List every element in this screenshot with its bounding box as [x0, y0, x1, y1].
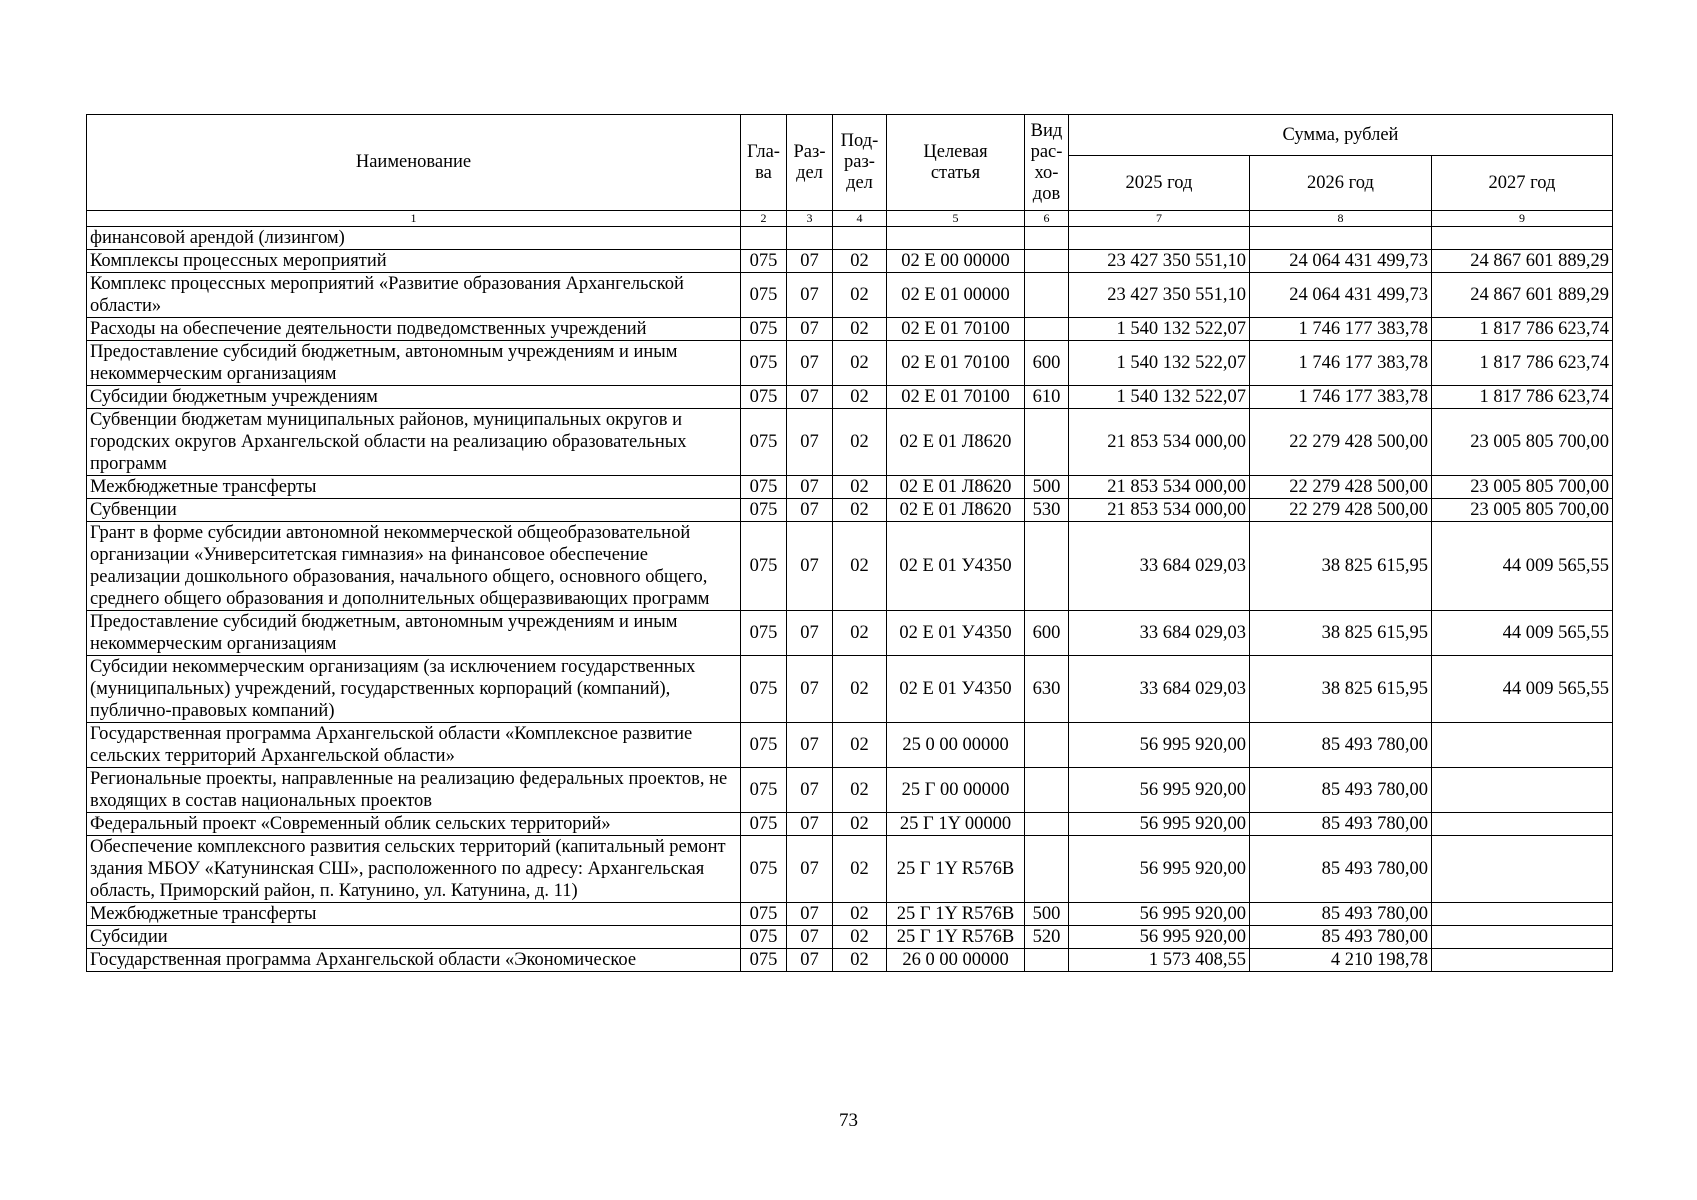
column-number: 7: [1069, 211, 1250, 227]
row-amount-2027: [1432, 926, 1613, 949]
row-article: 02 Е 01 00000: [887, 273, 1025, 318]
row-vid: [1025, 949, 1069, 972]
row-razdel: 07: [787, 318, 833, 341]
row-name: Грант в форме субсидии автономной некоммерческой общеобразовательной организации «Университетская гимназия» на финансовое обеспечение реализации дошкольного образования, начального общего, основного общего, среднего общего образования и дополнительных общеразвивающих программ: [87, 522, 741, 611]
row-name: Государственная программа Архангельской области «Комплексное развитие сельских территорий Архангельской области»: [87, 723, 741, 768]
row-vid: [1025, 813, 1069, 836]
row-amount-2027: 1 817 786 623,74: [1432, 341, 1613, 386]
table-row: [87, 273, 1613, 318]
row-amount-2027: [1432, 836, 1613, 903]
row-name: Межбюджетные трансферты: [87, 903, 741, 926]
row-razdel: 07: [787, 768, 833, 813]
row-vid: [1025, 273, 1069, 318]
row-article: 02 Е 01 70100: [887, 318, 1025, 341]
row-amount-2026: 85 493 780,00: [1250, 836, 1432, 903]
column-number: 5: [887, 211, 1025, 227]
row-podrazdel: 02: [833, 476, 887, 499]
row-amount-2027: 23 005 805 700,00: [1432, 476, 1613, 499]
row-glava: 075: [741, 656, 787, 723]
row-name: Федеральный проект «Современный облик сельских территорий»: [87, 813, 741, 836]
row-amount-2026: 22 279 428 500,00: [1250, 409, 1432, 476]
row-article: 25 Г 1Y R576В: [887, 903, 1025, 926]
row-vid: 600: [1025, 611, 1069, 656]
row-name: Обеспечение комплексного развития сельских территорий (капитальный ремонт здания МБОУ «Катунинская СШ», расположенного по адресу: Архангельская область, Приморский район, п. Катунино, ул. Катунина, д. 11): [87, 836, 741, 903]
row-name: Субвенции: [87, 499, 741, 522]
row-amount-2026: 38 825 615,95: [1250, 611, 1432, 656]
row-glava: 075: [741, 341, 787, 386]
row-amount-2025: 1 540 132 522,07: [1069, 386, 1250, 409]
row-podrazdel: 02: [833, 723, 887, 768]
row-podrazdel: 02: [833, 318, 887, 341]
row-amount-2027: 23 005 805 700,00: [1432, 409, 1613, 476]
table-row: [87, 836, 1613, 903]
row-amount-2025: 33 684 029,03: [1069, 611, 1250, 656]
row-amount-2025: 21 853 534 000,00: [1069, 476, 1250, 499]
row-amount-2025: 56 995 920,00: [1069, 903, 1250, 926]
row-glava: 075: [741, 611, 787, 656]
header-sum: Сумма, рублей: [1069, 115, 1613, 156]
row-amount-2025: 56 995 920,00: [1069, 926, 1250, 949]
row-name: Региональные проекты, направленные на реализацию федеральных проектов, не входящих в состав национальных проектов: [87, 768, 741, 813]
header-year-2025: 2025 год: [1069, 156, 1250, 211]
row-amount-2025: 1 540 132 522,07: [1069, 318, 1250, 341]
row-amount-2025: 56 995 920,00: [1069, 723, 1250, 768]
row-name: Предоставление субсидий бюджетным, автономным учреждениям и иным некоммерческим организациям: [87, 611, 741, 656]
row-glava: 075: [741, 409, 787, 476]
row-amount-2027: 24 867 601 889,29: [1432, 250, 1613, 273]
row-glava: 075: [741, 768, 787, 813]
table-row: [87, 611, 1613, 656]
table-row: [87, 949, 1613, 972]
budget-table: [86, 114, 1613, 972]
row-razdel: 07: [787, 926, 833, 949]
row-amount-2025: 56 995 920,00: [1069, 813, 1250, 836]
row-razdel: 07: [787, 903, 833, 926]
row-name: Комплекс процессных мероприятий «Развитие образования Архангельской области»: [87, 273, 741, 318]
row-glava: 075: [741, 499, 787, 522]
row-amount-2026: 22 279 428 500,00: [1250, 476, 1432, 499]
column-number: 9: [1432, 211, 1613, 227]
row-amount-2025: 56 995 920,00: [1069, 836, 1250, 903]
table-row: [87, 522, 1613, 611]
row-article: 25 Г 1Y 00000: [887, 813, 1025, 836]
column-number: 2: [741, 211, 787, 227]
row-razdel: [787, 227, 833, 250]
row-razdel: 07: [787, 273, 833, 318]
row-razdel: 07: [787, 656, 833, 723]
row-name: Расходы на обеспечение деятельности подведомственных учреждений: [87, 318, 741, 341]
row-podrazdel: 02: [833, 768, 887, 813]
row-vid: [1025, 318, 1069, 341]
row-amount-2027: [1432, 813, 1613, 836]
row-vid: [1025, 768, 1069, 813]
row-razdel: 07: [787, 723, 833, 768]
row-amount-2026: 4 210 198,78: [1250, 949, 1432, 972]
row-vid: 630: [1025, 656, 1069, 723]
row-amount-2027: 1 817 786 623,74: [1432, 318, 1613, 341]
row-name: Государственная программа Архангельской области «Экономическое: [87, 949, 741, 972]
row-razdel: 07: [787, 611, 833, 656]
row-amount-2026: 85 493 780,00: [1250, 723, 1432, 768]
row-amount-2026: [1250, 227, 1432, 250]
row-podrazdel: 02: [833, 341, 887, 386]
column-number: 3: [787, 211, 833, 227]
row-amount-2025: 21 853 534 000,00: [1069, 499, 1250, 522]
header-vid: Вид рас- хо- дов: [1025, 115, 1069, 211]
row-amount-2026: 1 746 177 383,78: [1250, 341, 1432, 386]
column-number: 6: [1025, 211, 1069, 227]
row-amount-2026: 1 746 177 383,78: [1250, 386, 1432, 409]
row-razdel: 07: [787, 499, 833, 522]
row-article: 02 Е 01 У4350: [887, 656, 1025, 723]
row-glava: 075: [741, 926, 787, 949]
table-row: [87, 250, 1613, 273]
row-article: 25 Г 1Y R576В: [887, 926, 1025, 949]
row-glava: 075: [741, 836, 787, 903]
row-amount-2025: 23 427 350 551,10: [1069, 250, 1250, 273]
row-amount-2025: 23 427 350 551,10: [1069, 273, 1250, 318]
header-year-2026: 2026 год: [1250, 156, 1432, 211]
row-vid: [1025, 250, 1069, 273]
column-number-row: [87, 211, 1613, 227]
row-article: 02 Е 01 Л8620: [887, 409, 1025, 476]
row-vid: 500: [1025, 903, 1069, 926]
row-razdel: 07: [787, 813, 833, 836]
table-row: [87, 386, 1613, 409]
row-amount-2026: 22 279 428 500,00: [1250, 499, 1432, 522]
row-glava: 075: [741, 273, 787, 318]
row-razdel: 07: [787, 949, 833, 972]
row-glava: 075: [741, 476, 787, 499]
row-article: 25 Г 00 00000: [887, 768, 1025, 813]
row-podrazdel: 02: [833, 949, 887, 972]
row-name: финансовой арендой (лизингом): [87, 227, 741, 250]
row-article: 02 Е 01 У4350: [887, 522, 1025, 611]
row-amount-2027: 24 867 601 889,29: [1432, 273, 1613, 318]
row-amount-2026: 1 746 177 383,78: [1250, 318, 1432, 341]
table-row: [87, 409, 1613, 476]
row-amount-2027: [1432, 949, 1613, 972]
row-amount-2025: 1 540 132 522,07: [1069, 341, 1250, 386]
row-vid: [1025, 409, 1069, 476]
row-vid: [1025, 227, 1069, 250]
row-article: 02 Е 00 00000: [887, 250, 1025, 273]
row-amount-2026: 85 493 780,00: [1250, 813, 1432, 836]
table-row: [87, 926, 1613, 949]
row-glava: 075: [741, 813, 787, 836]
column-number: 8: [1250, 211, 1432, 227]
row-razdel: 07: [787, 522, 833, 611]
row-name: Предоставление субсидий бюджетным, автономным учреждениям и иным некоммерческим организациям: [87, 341, 741, 386]
row-amount-2026: 24 064 431 499,73: [1250, 273, 1432, 318]
row-amount-2026: 85 493 780,00: [1250, 768, 1432, 813]
row-amount-2027: 44 009 565,55: [1432, 611, 1613, 656]
row-podrazdel: 02: [833, 813, 887, 836]
row-glava: 075: [741, 903, 787, 926]
row-podrazdel: 02: [833, 250, 887, 273]
row-name: Субвенции бюджетам муниципальных районов, муниципальных округов и городских округов Архангельской области на реализацию образовательных программ: [87, 409, 741, 476]
row-podrazdel: [833, 227, 887, 250]
row-amount-2025: 33 684 029,03: [1069, 656, 1250, 723]
row-amount-2026: 85 493 780,00: [1250, 903, 1432, 926]
row-podrazdel: 02: [833, 273, 887, 318]
row-amount-2025: 21 853 534 000,00: [1069, 409, 1250, 476]
table-row: [87, 499, 1613, 522]
header-year-2027: 2027 год: [1432, 156, 1613, 211]
row-article: 02 Е 01 70100: [887, 386, 1025, 409]
row-article: 02 Е 01 Л8620: [887, 476, 1025, 499]
row-amount-2025: 33 684 029,03: [1069, 522, 1250, 611]
row-glava: 075: [741, 250, 787, 273]
row-amount-2027: [1432, 768, 1613, 813]
row-amount-2027: 1 817 786 623,74: [1432, 386, 1613, 409]
row-podrazdel: 02: [833, 522, 887, 611]
table-row: [87, 227, 1613, 250]
row-glava: 075: [741, 386, 787, 409]
header-podrazdel: Под- раз- дел: [833, 115, 887, 211]
table-row: [87, 723, 1613, 768]
table-row: [87, 813, 1613, 836]
row-amount-2025: [1069, 227, 1250, 250]
row-podrazdel: 02: [833, 926, 887, 949]
row-glava: 075: [741, 949, 787, 972]
row-article: 25 Г 1Y R576В: [887, 836, 1025, 903]
header-article: Целевая статья: [887, 115, 1025, 211]
row-amount-2027: [1432, 723, 1613, 768]
row-vid: 520: [1025, 926, 1069, 949]
row-vid: 610: [1025, 386, 1069, 409]
row-name: Субсидии: [87, 926, 741, 949]
row-article: 02 Е 01 70100: [887, 341, 1025, 386]
row-razdel: 07: [787, 476, 833, 499]
header-razdel: Раз- дел: [787, 115, 833, 211]
row-vid: [1025, 836, 1069, 903]
row-name: Комплексы процессных мероприятий: [87, 250, 741, 273]
row-razdel: 07: [787, 386, 833, 409]
row-podrazdel: 02: [833, 409, 887, 476]
row-amount-2026: 85 493 780,00: [1250, 926, 1432, 949]
header-glava: Гла- ва: [741, 115, 787, 211]
row-vid: [1025, 522, 1069, 611]
row-vid: 500: [1025, 476, 1069, 499]
row-podrazdel: 02: [833, 499, 887, 522]
header-name: Наименование: [87, 115, 741, 211]
row-podrazdel: 02: [833, 903, 887, 926]
row-glava: 075: [741, 522, 787, 611]
row-glava: 075: [741, 318, 787, 341]
row-amount-2027: [1432, 903, 1613, 926]
row-vid: [1025, 723, 1069, 768]
row-amount-2027: 23 005 805 700,00: [1432, 499, 1613, 522]
row-name: Субсидии некоммерческим организациям (за исключением государственных (муниципальных) учреждений, государственных корпораций (компаний), публично-правовых компаний): [87, 656, 741, 723]
row-amount-2025: 56 995 920,00: [1069, 768, 1250, 813]
row-amount-2026: 38 825 615,95: [1250, 656, 1432, 723]
column-number: 1: [87, 211, 741, 227]
row-amount-2027: [1432, 227, 1613, 250]
row-article: 02 Е 01 У4350: [887, 611, 1025, 656]
row-amount-2027: 44 009 565,55: [1432, 656, 1613, 723]
column-number: 4: [833, 211, 887, 227]
row-razdel: 07: [787, 409, 833, 476]
row-razdel: 07: [787, 836, 833, 903]
table-row: [87, 476, 1613, 499]
table-row: [87, 768, 1613, 813]
row-vid: 600: [1025, 341, 1069, 386]
row-podrazdel: 02: [833, 386, 887, 409]
table-row: [87, 903, 1613, 926]
row-name: Субсидии бюджетным учреждениям: [87, 386, 741, 409]
row-article: 26 0 00 00000: [887, 949, 1025, 972]
row-glava: 075: [741, 723, 787, 768]
row-amount-2026: 24 064 431 499,73: [1250, 250, 1432, 273]
row-vid: 530: [1025, 499, 1069, 522]
row-article: [887, 227, 1025, 250]
row-razdel: 07: [787, 250, 833, 273]
row-amount-2026: 38 825 615,95: [1250, 522, 1432, 611]
row-razdel: 07: [787, 341, 833, 386]
page-number: 73: [839, 1110, 858, 1131]
row-podrazdel: 02: [833, 656, 887, 723]
row-glava: [741, 227, 787, 250]
row-podrazdel: 02: [833, 611, 887, 656]
row-article: 02 Е 01 Л8620: [887, 499, 1025, 522]
table-row: [87, 656, 1613, 723]
table-row: [87, 341, 1613, 386]
row-amount-2025: 1 573 408,55: [1069, 949, 1250, 972]
row-amount-2027: 44 009 565,55: [1432, 522, 1613, 611]
row-name: Межбюджетные трансферты: [87, 476, 741, 499]
row-article: 25 0 00 00000: [887, 723, 1025, 768]
row-podrazdel: 02: [833, 836, 887, 903]
table-row: [87, 318, 1613, 341]
